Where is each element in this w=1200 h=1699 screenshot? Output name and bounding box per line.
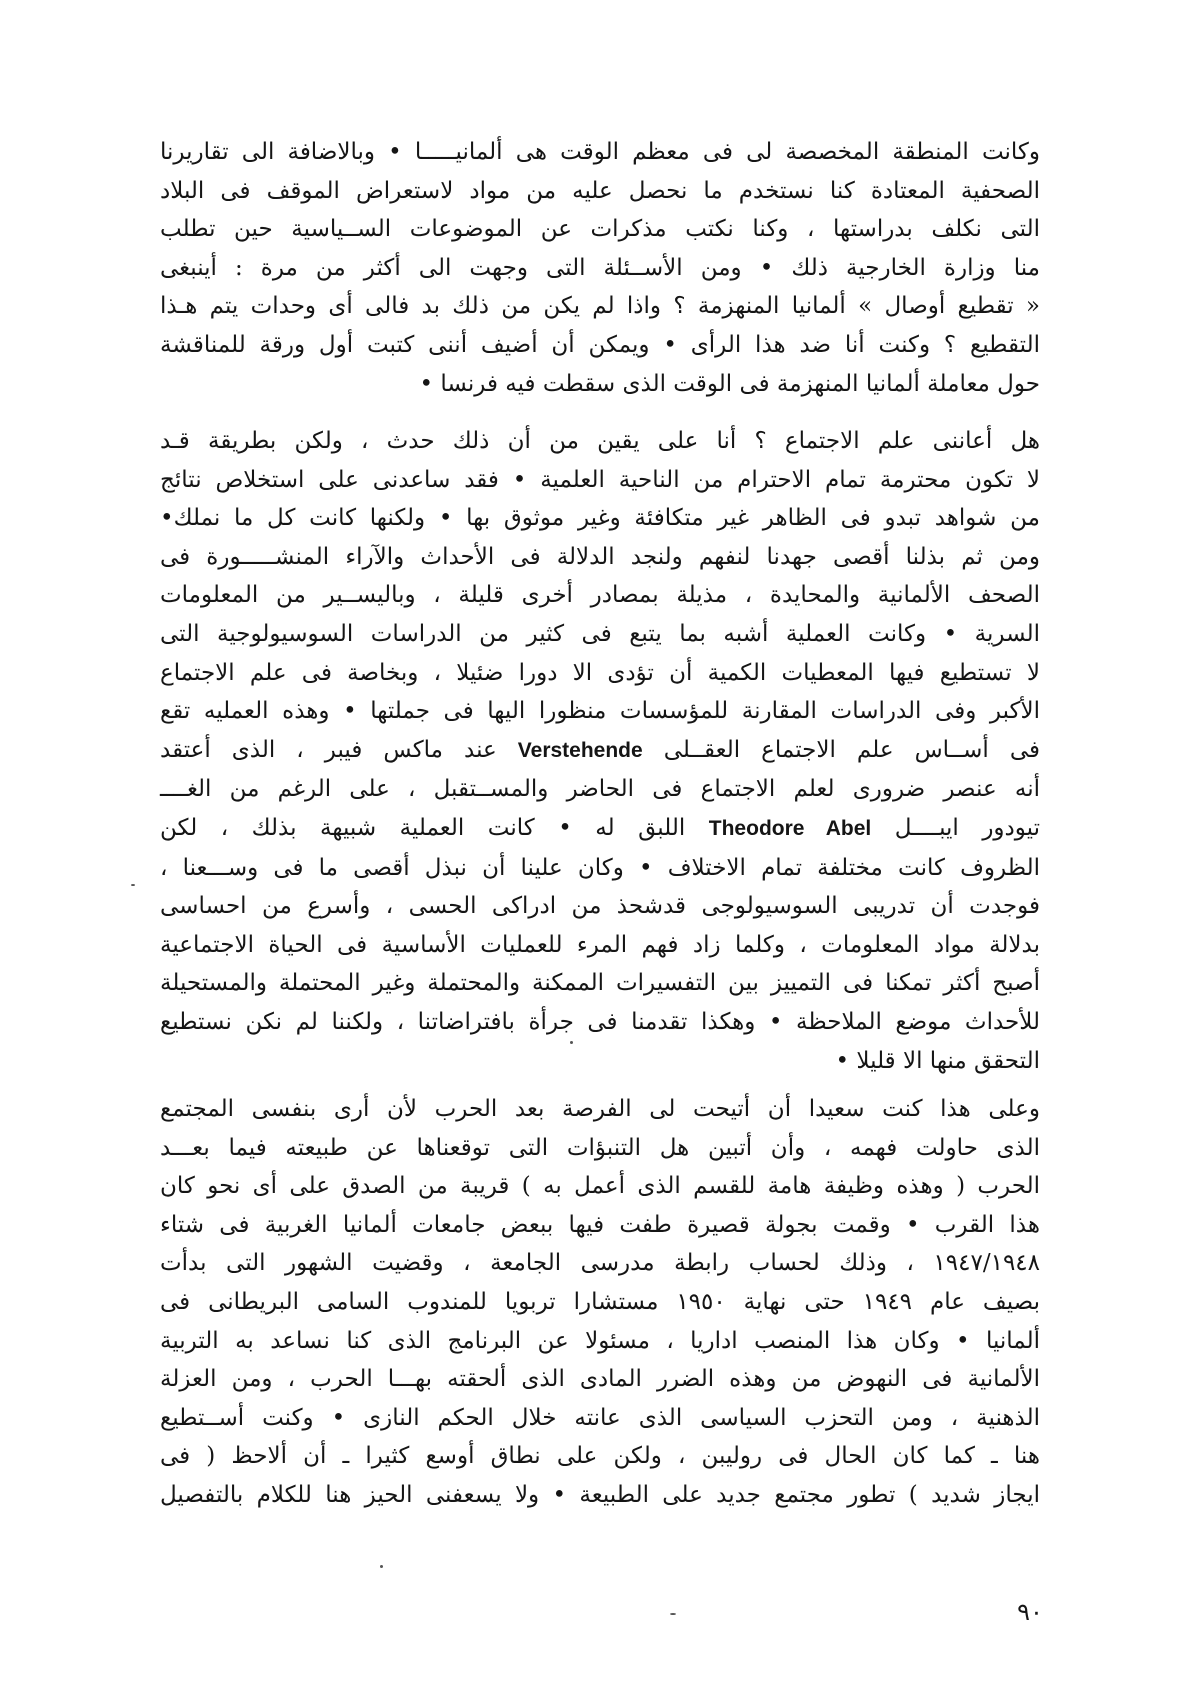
scan-speck xyxy=(570,1041,573,1044)
paragraph-line: منا وزارة الخارجية ذلك • ومن الأســئلة التى وجهت الى أكثر من مرة : أينبغى xyxy=(160,254,1040,281)
paragraph-line: لا تكون محترمة تمام الاحترام من الناحية العلمية • فقد ساعدنى على استخلاص نتائج xyxy=(160,466,1040,493)
paragraph-line: الأكبر وفى الدراسات المقارنة للمؤسسات منظورا اليها فى جملتها • وهذه العمليه تقع xyxy=(160,698,1040,725)
paragraph-line: الذهنية ، ومن التحزب السياسى الذى عانته خلال الحكم النازى • وكنت أســتطيع xyxy=(160,1404,1040,1431)
scan-speck xyxy=(670,1613,676,1615)
scan-speck xyxy=(131,884,135,886)
paragraph-line: التقطيع ؟ وكنت أنا ضد هذا الرأى • ويمكن أن أضيف أننى كتبت أول ورقة للمناقشة xyxy=(160,331,1040,358)
line-text: اللبق له • كانت العملية شبيهة بذلك ، لكن xyxy=(160,814,686,841)
paragraph-line: فوجدت أن تدريبى السوسيولوجى قدشحذ من ادراكى الحسى ، وأسرع من احساسى xyxy=(160,893,1040,920)
paragraph-line: الصحف الألمانية والمحايدة ، مذيلة بمصادر أخرى قليلة ، وباليســير من المعلومات xyxy=(160,582,1040,609)
paragraph-line: لا تستطيع فيها المعطيات الكمية أن تؤدى الا دورا ضئيلا ، وبخاصة فى علم الاجتماع xyxy=(160,659,1040,686)
scan-speck xyxy=(380,1565,383,1568)
paragraph-line: ايجاز شديد ) تطور مجتمع جديد على الطبيعة • ولا يسعفنى الحيز هنا للكلام بالتفصيل xyxy=(160,1481,1040,1508)
paragraph-line-with-name xyxy=(160,809,1040,849)
page-number: ٩٠ xyxy=(1017,1598,1043,1626)
paragraph-1 xyxy=(160,133,1040,403)
paragraph-line: الذى حاولت فهمه ، وأن أتبين هل التنبؤات التى توقعناها عن طبيعته فيما بعـــد xyxy=(160,1134,1040,1161)
paragraph-3 xyxy=(160,1090,1040,1515)
paragraph-line: التحقق منها الا قليلا • xyxy=(835,1047,1040,1074)
paragraph-line-with-term xyxy=(160,731,1040,771)
foreign-name: Theodore Abel xyxy=(708,816,872,840)
line-text: تيودور ايبــــل xyxy=(894,814,1041,841)
paragraph-line: هذا القرب • وقمت بجولة قصيرة طفت فيها ببعض جامعات ألمانيا الغربية فى شتاء xyxy=(160,1211,1040,1238)
paragraph-line: من شواهد تبدو فى الظاهر غير متكافئة وغير موثوق بها • ولكنها كانت كل ما نملك• xyxy=(160,505,1040,532)
paragraph-line: السرية • وكانت العملية أشبه بما يتبع فى كثير من الدراسات السوسيولوجية التى xyxy=(160,620,1040,647)
paragraph-line: حول معاملة ألمانيا المنهزمة فى الوقت الذى سقطت فيه فرنسا • xyxy=(419,370,1040,397)
paragraph-2 xyxy=(160,422,1040,1080)
paragraph-line: الصحفية المعتادة كنا نستخدم ما نحصل عليه من مواد لاستعراض الموقف فى البلاد xyxy=(160,177,1040,204)
foreign-term: Verstehende xyxy=(517,738,643,762)
paragraph-line: أصبح أكثر تمكنا فى التمييز بين التفسيرات الممكنة والمحتملة وغير المحتملة والمستحيلة xyxy=(160,970,1040,997)
paragraph-line: وكانت المنطقة المخصصة لى فى معظم الوقت هى ألمانيـــــا • وبالاضافة الى تقاريرنا xyxy=(160,139,1040,165)
paragraph-line: هنا ـ كما كان الحال فى روليبن ، ولكن على نطاق أوسع كثيرا ـ أن ألاحظ ( فى xyxy=(160,1443,1040,1470)
paragraph-line: بدلالة مواد المعلومات ، وكلما زاد فهم المرء للعمليات الأساسية فى الحياة الاجتماعية xyxy=(160,931,1040,958)
paragraph-line: التى نكلف بدراستها ، وكنا نكتب مذكرات عن الموضوعات الســياسية حين تطلب xyxy=(160,216,1040,243)
paragraph-line: للأحداث موضع الملاحظة • وهكذا تقدمنا فى جرأة بافتراضاتنا ، ولكننا لم نكن نستطيع xyxy=(160,1008,1040,1035)
line-text: عند ماكس فيبر ، الذى أعتقد xyxy=(160,736,497,763)
paragraph-line: ألمانيا • وكان هذا المنصب اداريا ، مسئولا عن البرنامج الذى كنا نساعد به التربية xyxy=(160,1327,1040,1354)
paragraph-line: وعلى هذا كنت سعيدا أن أتيحت لى الفرصة بعد الحرب لأن أرى بنفسى المجتمع xyxy=(160,1096,1040,1122)
paragraph-line: الألمانية فى النهوض من وهذه الضرر المادى الذى ألحقته بهـــا الحرب ، ومن العزلة xyxy=(160,1366,1040,1393)
paragraph-line: أنه عنصر ضرورى لعلم الاجتماع فى الحاضر والمســتقبل ، على الرغم من الغــــ xyxy=(160,776,1040,803)
paragraph-line: الحرب ( وهذه وظيفة هامة للقسم الذى أعمل به ) قريبة من الصدق على أى نحو كان xyxy=(160,1173,1040,1200)
paragraph-line: بصيف عام ١٩٤٩ حتى نهاية ١٩٥٠ مستشارا تربويا للمندوب السامى البريطانى فى xyxy=(160,1288,1040,1315)
paragraph-line: ومن ثم بذلنا أقصى جهدنا لنفهم ولنجد الدلالة فى الأحداث والآراء المنشـــــورة فى xyxy=(160,543,1040,570)
paragraph-line: ١٩٤٧/١٩٤٨ ، وذلك لحساب رابطة مدرسى الجامعة ، وقضيت الشهور التى بدأت xyxy=(160,1250,1040,1277)
paragraph-line: هل أعاننى علم الاجتماع ؟ أنا على يقين من أن ذلك حدث ، ولكن بطريقة قـد xyxy=(160,428,1040,454)
paragraph-line: « تقطيع أوصال » ألمانيا المنهزمة ؟ واذا لم يكن من ذلك بد فالى أى وحدات يتم هـذا xyxy=(160,293,1040,320)
line-text: فى أســاس علم الاجتماع العقــلى xyxy=(663,736,1041,763)
paragraph-line: الظروف كانت مختلفة تمام الاختلاف • وكان علينا أن نبذل أقصى ما فى وســـعنا ، xyxy=(160,854,1040,881)
